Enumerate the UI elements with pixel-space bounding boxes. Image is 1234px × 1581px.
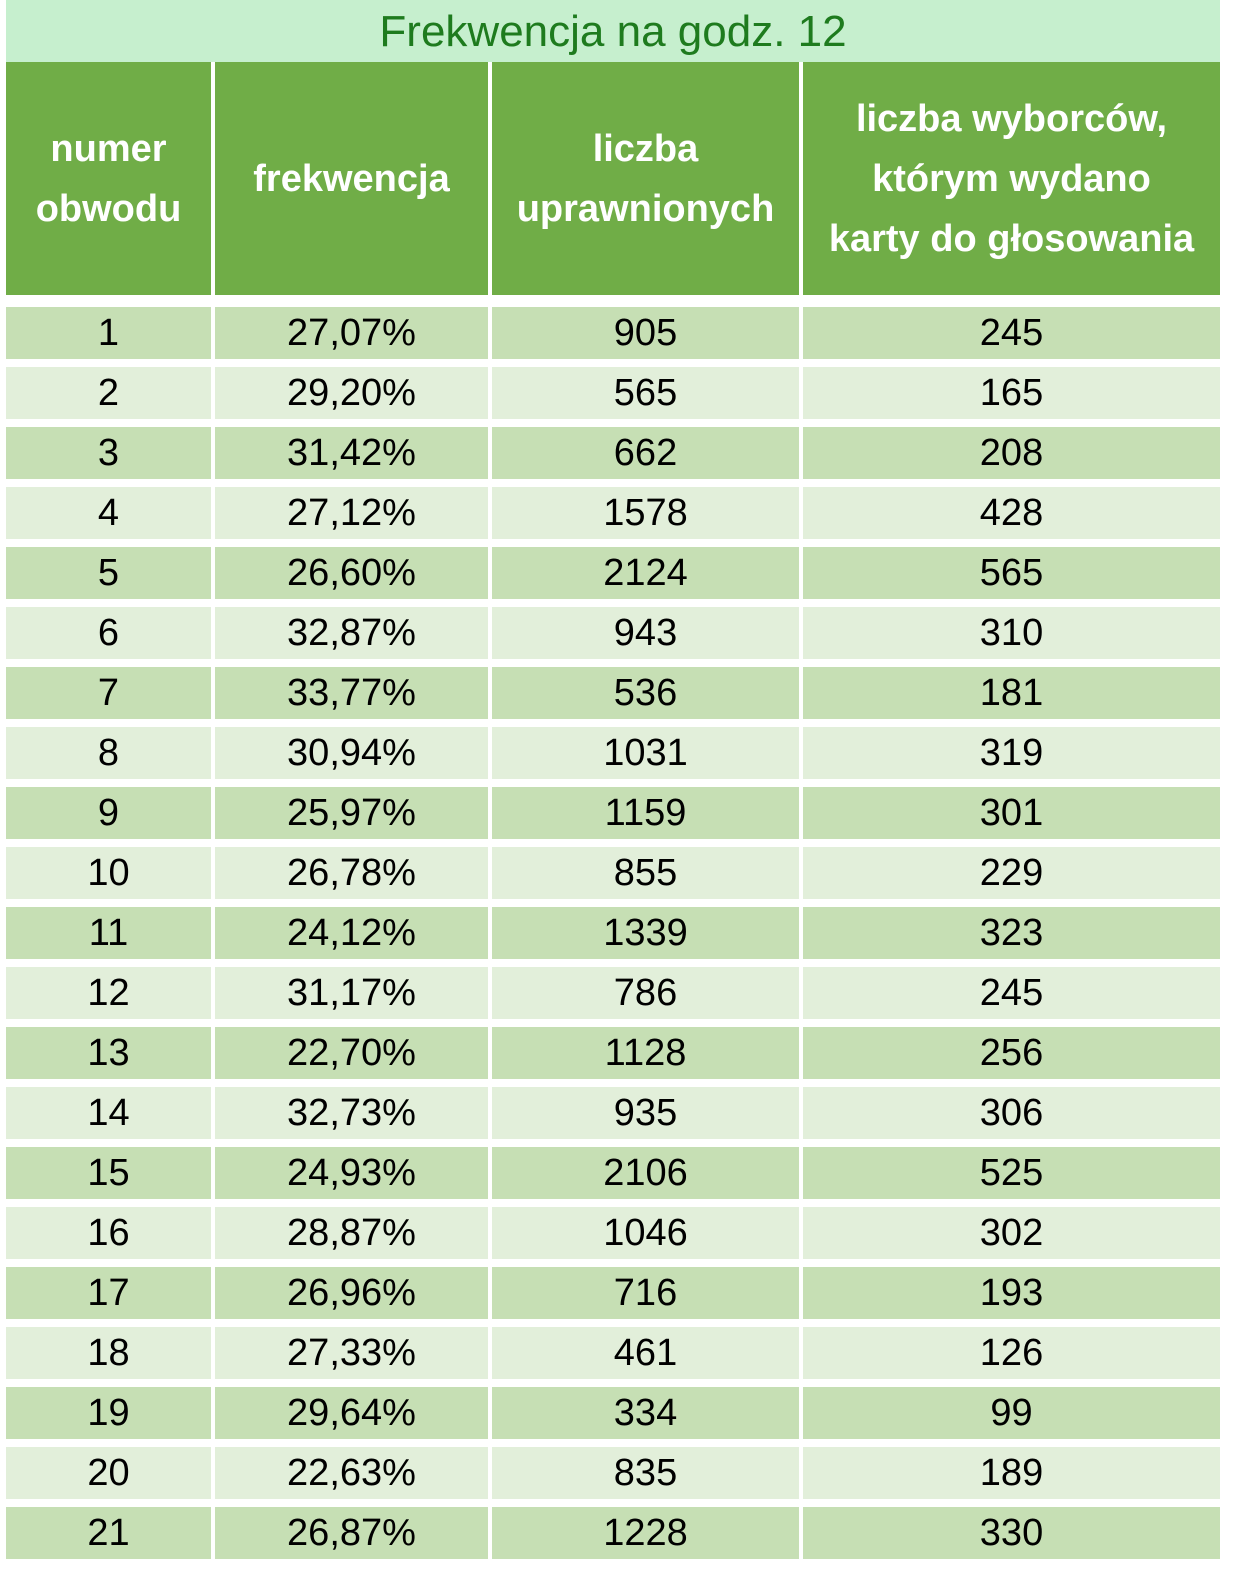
table-row [6, 903, 1220, 963]
table-row [6, 1323, 1220, 1383]
cell-district-number: 8 [6, 723, 213, 783]
cell-district-number: 11 [6, 903, 213, 963]
cell-eligible-voters: 536 [490, 663, 801, 723]
table-row [6, 603, 1220, 663]
cell-district-number: 1 [6, 301, 213, 363]
header-line: uprawnionych [516, 187, 775, 230]
table-row [6, 1203, 1220, 1263]
header-line: obwodu [35, 187, 182, 230]
cell-ballots-issued: 306 [801, 1083, 1220, 1143]
cell-turnout: 28,87% [213, 1203, 490, 1263]
cell-district-number: 17 [6, 1263, 213, 1323]
cell-turnout: 29,64% [213, 1383, 490, 1443]
cell-eligible-voters: 662 [490, 423, 801, 483]
cell-ballots-issued: 310 [801, 603, 1220, 663]
cell-eligible-voters: 935 [490, 1083, 801, 1143]
cell-district-number: 7 [6, 663, 213, 723]
cell-ballots-issued: 319 [801, 723, 1220, 783]
cell-eligible-voters: 1339 [490, 903, 801, 963]
cell-district-number: 3 [6, 423, 213, 483]
cell-turnout: 31,17% [213, 963, 490, 1023]
header-line: liczba wyborców, [855, 97, 1168, 140]
cell-eligible-voters: 461 [490, 1323, 801, 1383]
cell-ballots-issued: 525 [801, 1143, 1220, 1203]
cell-ballots-issued: 126 [801, 1323, 1220, 1383]
cell-turnout: 22,70% [213, 1023, 490, 1083]
cell-district-number: 15 [6, 1143, 213, 1203]
cell-ballots-issued: 193 [801, 1263, 1220, 1323]
header-eligible-voters [490, 62, 801, 301]
header-line: karty do głosowania [828, 217, 1195, 260]
cell-turnout: 26,87% [213, 1503, 490, 1559]
cell-ballots-issued: 323 [801, 903, 1220, 963]
cell-district-number: 19 [6, 1383, 213, 1443]
cell-eligible-voters: 943 [490, 603, 801, 663]
turnout-table [6, 62, 1220, 1559]
table-row [6, 963, 1220, 1023]
table-row [6, 423, 1220, 483]
table-row [6, 843, 1220, 903]
table-body [6, 301, 1220, 1559]
cell-eligible-voters: 855 [490, 843, 801, 903]
table-row [6, 1443, 1220, 1503]
cell-turnout: 32,73% [213, 1083, 490, 1143]
cell-turnout: 24,93% [213, 1143, 490, 1203]
table-row [6, 783, 1220, 843]
cell-turnout: 33,77% [213, 663, 490, 723]
cell-turnout: 30,94% [213, 723, 490, 783]
cell-eligible-voters: 2124 [490, 543, 801, 603]
cell-district-number: 20 [6, 1443, 213, 1503]
cell-eligible-voters: 1128 [490, 1023, 801, 1083]
table-row [6, 663, 1220, 723]
header-district-number [6, 62, 213, 301]
cell-eligible-voters: 565 [490, 363, 801, 423]
cell-turnout: 25,97% [213, 783, 490, 843]
cell-district-number: 12 [6, 963, 213, 1023]
cell-turnout: 31,42% [213, 423, 490, 483]
cell-ballots-issued: 181 [801, 663, 1220, 723]
cell-district-number: 21 [6, 1503, 213, 1559]
cell-turnout: 29,20% [213, 363, 490, 423]
header-line: frekwencja [253, 157, 450, 200]
cell-district-number: 16 [6, 1203, 213, 1263]
cell-turnout: 27,07% [213, 301, 490, 363]
cell-district-number: 10 [6, 843, 213, 903]
cell-district-number: 13 [6, 1023, 213, 1083]
cell-eligible-voters: 1159 [490, 783, 801, 843]
cell-eligible-voters: 334 [490, 1383, 801, 1443]
cell-eligible-voters: 786 [490, 963, 801, 1023]
header-row [6, 62, 1220, 301]
table-row [6, 1383, 1220, 1443]
table-row [6, 1143, 1220, 1203]
table-row [6, 1083, 1220, 1143]
cell-eligible-voters: 1228 [490, 1503, 801, 1559]
cell-ballots-issued: 302 [801, 1203, 1220, 1263]
table-row [6, 363, 1220, 423]
cell-district-number: 5 [6, 543, 213, 603]
table-row [6, 543, 1220, 603]
cell-ballots-issued: 256 [801, 1023, 1220, 1083]
cell-district-number: 6 [6, 603, 213, 663]
header-line: którym wydano [872, 157, 1151, 200]
cell-turnout: 27,33% [213, 1323, 490, 1383]
cell-eligible-voters: 1046 [490, 1203, 801, 1263]
cell-ballots-issued: 245 [801, 963, 1220, 1023]
header-line: liczba [592, 127, 699, 170]
cell-ballots-issued: 330 [801, 1503, 1220, 1559]
cell-eligible-voters: 1031 [490, 723, 801, 783]
cell-turnout: 24,12% [213, 903, 490, 963]
cell-eligible-voters: 716 [490, 1263, 801, 1323]
cell-eligible-voters: 835 [490, 1443, 801, 1503]
cell-ballots-issued: 99 [801, 1383, 1220, 1443]
cell-district-number: 14 [6, 1083, 213, 1143]
header-turnout [213, 62, 490, 301]
cell-eligible-voters: 2106 [490, 1143, 801, 1203]
cell-ballots-issued: 165 [801, 363, 1220, 423]
table-row [6, 301, 1220, 363]
table-row [6, 1263, 1220, 1323]
cell-eligible-voters: 905 [490, 301, 801, 363]
cell-turnout: 26,78% [213, 843, 490, 903]
cell-eligible-voters: 1578 [490, 483, 801, 543]
cell-turnout: 32,87% [213, 603, 490, 663]
cell-turnout: 26,96% [213, 1263, 490, 1323]
table-row [6, 483, 1220, 543]
table-row [6, 1503, 1220, 1559]
cell-district-number: 2 [6, 363, 213, 423]
cell-ballots-issued: 301 [801, 783, 1220, 843]
cell-district-number: 4 [6, 483, 213, 543]
table-row [6, 1023, 1220, 1083]
cell-district-number: 9 [6, 783, 213, 843]
header-ballots-issued [801, 62, 1220, 301]
cell-ballots-issued: 428 [801, 483, 1220, 543]
cell-turnout: 22,63% [213, 1443, 490, 1503]
cell-turnout: 26,60% [213, 543, 490, 603]
cell-ballots-issued: 189 [801, 1443, 1220, 1503]
cell-ballots-issued: 229 [801, 843, 1220, 903]
cell-ballots-issued: 208 [801, 423, 1220, 483]
cell-district-number: 18 [6, 1323, 213, 1383]
table-row [6, 723, 1220, 783]
header-line: numer [50, 127, 167, 170]
cell-ballots-issued: 565 [801, 543, 1220, 603]
cell-ballots-issued: 245 [801, 301, 1220, 363]
table-title: Frekwencja na godz. 12 [6, 0, 1220, 62]
cell-turnout: 27,12% [213, 483, 490, 543]
